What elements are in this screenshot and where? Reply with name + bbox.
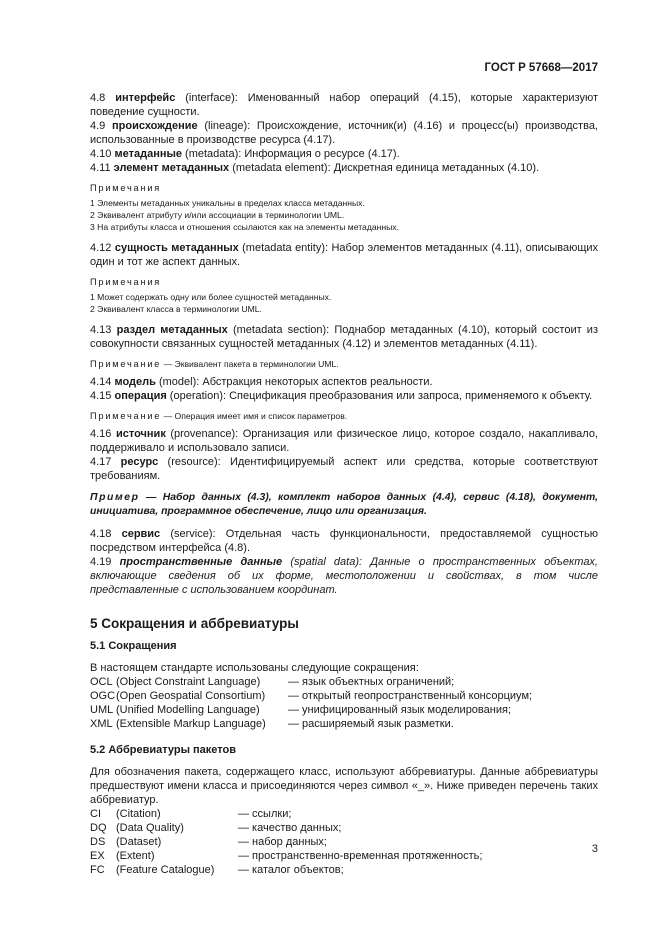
note-item: 1 Элементы метаданных уникальны в пределах класса метаданных. bbox=[90, 198, 365, 208]
example-4-17: Пример — Набор данных (4.3), комплект наборов данных (4.4), сервис (4.18), документ, инициатива, программное обеспечение, лицо или организация. bbox=[90, 492, 598, 517]
note-item: 2 Эквивалент класса в терминологии UML. bbox=[90, 304, 262, 314]
note-item: 2 Эквивалент атрибуту и/или ассоциации в терминологии UML. bbox=[90, 210, 345, 220]
term-name: элемент метаданных bbox=[113, 162, 230, 174]
list-item: UML (Unified Modelling Language) — унифицированный язык моделирования; bbox=[90, 704, 511, 716]
term-4-14: 4.14 модель (model): Абстракция некоторых аспектов реальности. bbox=[90, 376, 433, 388]
term-4-17: 4.17 ресурс (resource): Идентифицируемый аспект или средства, которые соответствуют требованиям. bbox=[90, 456, 599, 482]
term-name: операция bbox=[114, 390, 167, 402]
note-inline: Примечание — Эквивалент пакета в терминологии UML. bbox=[90, 359, 339, 369]
page-number: 3 bbox=[591, 843, 598, 855]
subsection-title: 5.2 Аббревиатуры пакетов bbox=[90, 744, 236, 756]
package-abbreviation-list bbox=[90, 807, 598, 877]
list-item: XML (Extensible Markup Language) — расширяемый язык разметки. bbox=[90, 718, 454, 730]
list-item: OCL (Object Constraint Language) — язык объектных ограничений; bbox=[90, 676, 455, 688]
section-title: 5 Сокращения и аббревиатуры bbox=[90, 616, 299, 631]
term-4-18: 4.18 сервис (service): Отдельная часть функциональности, предоставляемой сущностью посредством интерфейса (4.8). bbox=[90, 528, 598, 554]
standard-header: ГОСТ Р 57668—2017 bbox=[484, 62, 598, 74]
list-item: FC (Feature Catalogue) — каталог объектов; bbox=[90, 864, 344, 876]
term-4-8: 4.8 интерфейс (interface): Именованный набор операций (4.15), которые характеризуют поведение сущности. bbox=[90, 92, 598, 118]
term-name: пространственные данные bbox=[119, 556, 283, 568]
list-item: OGC (Open Geospatial Consortium) — открытый геопространственный консорциум; bbox=[90, 690, 533, 702]
list-item: DS (Dataset) — набор данных; bbox=[90, 836, 327, 848]
term-4-11: 4.11 элемент метаданных (metadata element): Дискретная единица метаданных (4.10). bbox=[90, 162, 540, 174]
term-4-19: 4.19 пространственные данные (spatial data): Данные о пространственных объектах, включающие сведения об их форме, местоположении и свойствах, в том числе представленные с использованием координат. bbox=[90, 556, 598, 596]
subsection-title: 5.1 Сокращения bbox=[90, 640, 177, 652]
paragraph: Для обозначения пакета, содержащего класс, используют аббревиатуры. Данные аббревиатуры предшествуют имени класса и присоединяются через символ «_». Ниже приведен перечень таких аббревиатур. bbox=[90, 766, 598, 806]
term-name: раздел метаданных bbox=[116, 324, 228, 336]
term-name: сущность метаданных bbox=[114, 242, 239, 254]
list-item: EX (Extent) — пространственно-временная протяженность; bbox=[90, 850, 483, 862]
list-item: DQ (Data Quality) — качество данных; bbox=[90, 822, 342, 834]
abbreviation-list bbox=[90, 675, 598, 731]
term-4-9: 4.9 происхождение (lineage): Происхождение, источник(и) (4.16) и процесс(ы) производства, использованные в производстве ресурса (4.17). bbox=[90, 120, 598, 146]
note-item: 3 На атрибуты класса и отношения ссылаются как на элементы метаданных. bbox=[90, 222, 399, 232]
term-4-15: 4.15 операция (operation): Спецификация преобразования или запроса, применяемого к объекту. bbox=[90, 390, 593, 402]
term-name: модель bbox=[114, 376, 156, 388]
term-name: источник bbox=[115, 428, 166, 440]
term-4-12: 4.12 сущность метаданных (metadata entity): Набор элементов метаданных (4.11), описывающих один и тот же аспект данных. bbox=[90, 242, 599, 268]
term-name: метаданные bbox=[114, 148, 182, 160]
term-4-10: 4.10 метаданные (metadata): Информация о ресурсе (4.17). bbox=[90, 148, 400, 160]
notes-heading: Примечания bbox=[90, 277, 162, 287]
notes-heading: Примечания bbox=[90, 183, 162, 193]
paragraph: В настоящем стандарте использованы следующие сокращения: bbox=[90, 662, 419, 674]
note-item: 1 Может содержать одну или более сущностей метаданных. bbox=[90, 292, 332, 302]
term-name: ресурс bbox=[120, 456, 159, 468]
term-name: сервис bbox=[121, 528, 161, 540]
list-item: CI (Citation) — ссылки; bbox=[90, 808, 292, 820]
term-name: происхождение bbox=[112, 120, 198, 132]
term-name: интерфейс bbox=[115, 92, 176, 104]
term-4-13: 4.13 раздел метаданных (metadata section): Поднабор метаданных (4.10), который состоит из совокупности связанных сущностей метаданных (4.12) и элементов метаданных (4.11). bbox=[90, 324, 598, 350]
page-content bbox=[90, 91, 598, 877]
term-4-16: 4.16 источник (provenance): Организация или физическое лицо, которое создало, накапливало, поддерживало и использовало записи. bbox=[90, 428, 599, 454]
note-inline: Примечание — Операция имеет имя и список параметров. bbox=[90, 411, 348, 421]
